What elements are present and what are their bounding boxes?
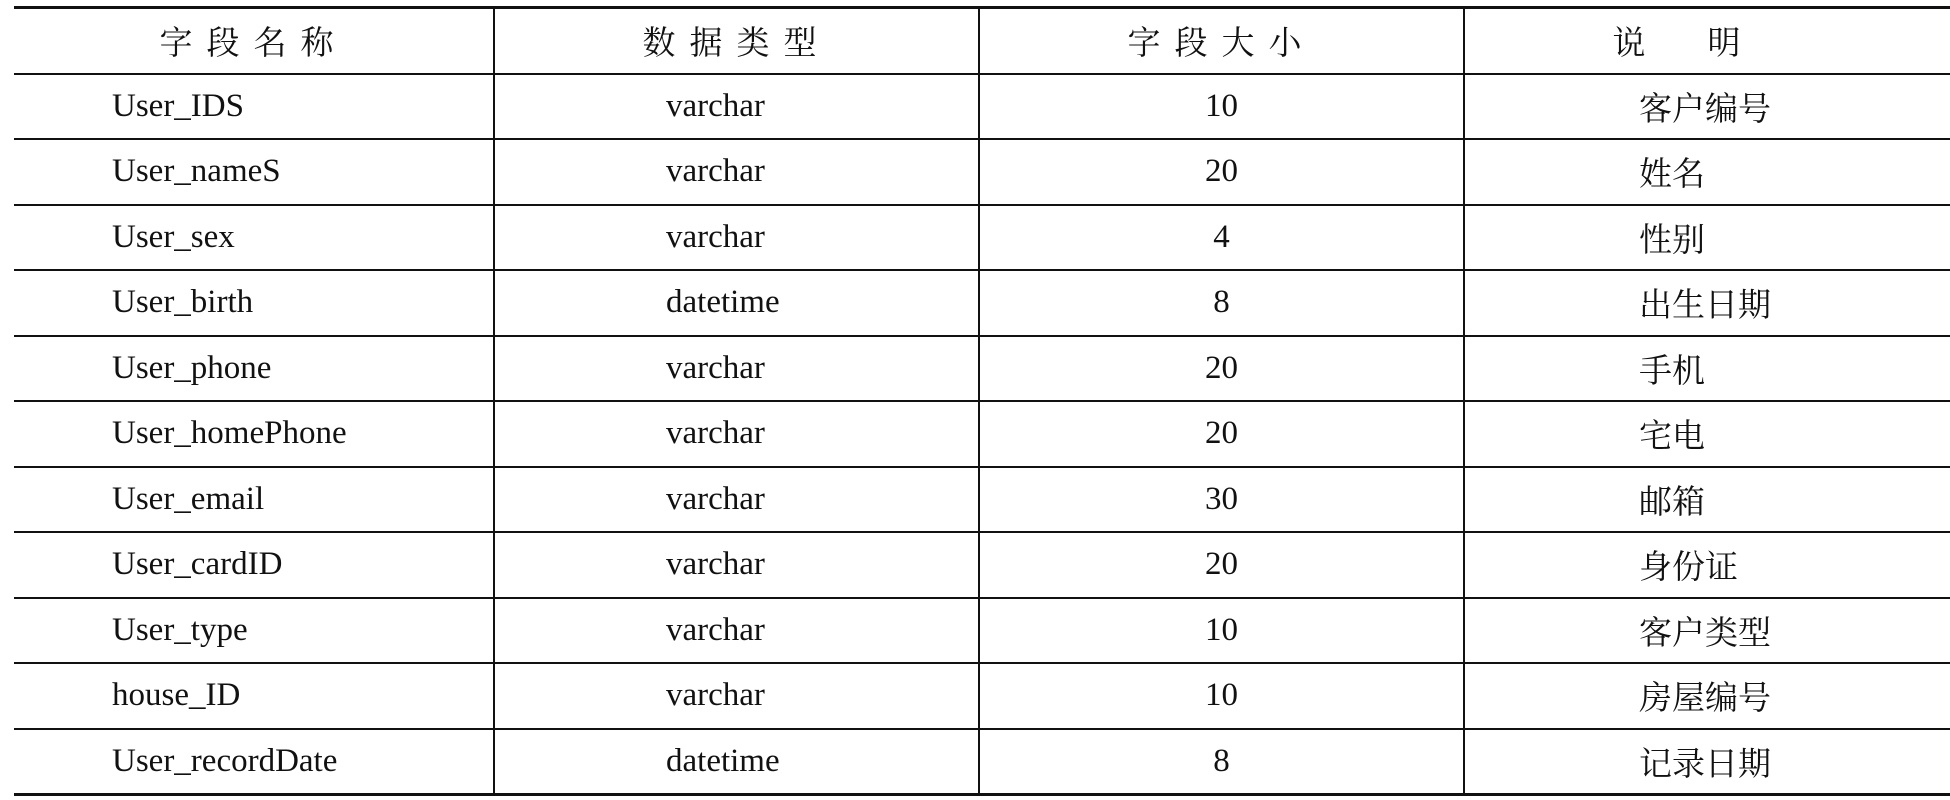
table-body <box>14 74 1950 795</box>
field-name-cell: User_birth <box>14 270 494 336</box>
field-size-cell: 30 <box>979 467 1464 533</box>
description-cell: 手机 <box>1464 336 1950 402</box>
field-name-cell: User_recordDate <box>14 729 494 795</box>
data-type-cell: varchar <box>494 467 979 533</box>
field-name-cell: User_type <box>14 598 494 664</box>
data-type-cell: datetime <box>494 729 979 795</box>
field-size-cell: 10 <box>979 663 1464 729</box>
header-description: 说明 <box>1464 8 1950 74</box>
field-name-cell: User_sex <box>14 205 494 271</box>
table-row <box>14 467 1950 533</box>
description-cell: 姓名 <box>1464 139 1950 205</box>
field-name-cell: house_ID <box>14 663 494 729</box>
description-cell: 客户类型 <box>1464 598 1950 664</box>
description-cell: 记录日期 <box>1464 729 1950 795</box>
data-type-cell: varchar <box>494 74 979 140</box>
field-size-cell: 20 <box>979 401 1464 467</box>
table-row <box>14 205 1950 271</box>
header-field-name: 字段名称 <box>14 8 494 74</box>
header-field-size: 字段大小 <box>979 8 1464 74</box>
field-size-cell: 8 <box>979 729 1464 795</box>
field-name-cell: User_email <box>14 467 494 533</box>
header-data-type: 数据类型 <box>494 8 979 74</box>
table-row <box>14 401 1950 467</box>
description-cell: 客户编号 <box>1464 74 1950 140</box>
data-type-cell: varchar <box>494 139 979 205</box>
field-name-cell: User_phone <box>14 336 494 402</box>
field-name-cell: User_cardID <box>14 532 494 598</box>
header-row <box>14 8 1950 74</box>
description-cell: 性别 <box>1464 205 1950 271</box>
field-size-cell: 20 <box>979 336 1464 402</box>
data-type-cell: varchar <box>494 532 979 598</box>
table-header <box>14 8 1950 74</box>
description-cell: 身份证 <box>1464 532 1950 598</box>
table-row <box>14 598 1950 664</box>
field-size-cell: 10 <box>979 598 1464 664</box>
data-type-cell: varchar <box>494 663 979 729</box>
table-row <box>14 532 1950 598</box>
field-size-cell: 4 <box>979 205 1464 271</box>
table-row <box>14 336 1950 402</box>
field-name-cell: User_nameS <box>14 139 494 205</box>
table-row <box>14 270 1950 336</box>
field-size-cell: 10 <box>979 74 1464 140</box>
field-size-cell: 20 <box>979 139 1464 205</box>
description-cell: 宅电 <box>1464 401 1950 467</box>
field-schema-table <box>14 6 1950 796</box>
description-cell: 出生日期 <box>1464 270 1950 336</box>
field-size-cell: 20 <box>979 532 1464 598</box>
data-type-cell: varchar <box>494 336 979 402</box>
table-row <box>14 729 1950 795</box>
schema-table-container <box>14 6 1950 796</box>
table-row <box>14 139 1950 205</box>
data-type-cell: datetime <box>494 270 979 336</box>
table-row <box>14 74 1950 140</box>
data-type-cell: varchar <box>494 205 979 271</box>
description-cell: 房屋编号 <box>1464 663 1950 729</box>
field-size-cell: 8 <box>979 270 1464 336</box>
field-name-cell: User_homePhone <box>14 401 494 467</box>
data-type-cell: varchar <box>494 598 979 664</box>
description-cell: 邮箱 <box>1464 467 1950 533</box>
data-type-cell: varchar <box>494 401 979 467</box>
field-name-cell: User_IDS <box>14 74 494 140</box>
table-row <box>14 663 1950 729</box>
